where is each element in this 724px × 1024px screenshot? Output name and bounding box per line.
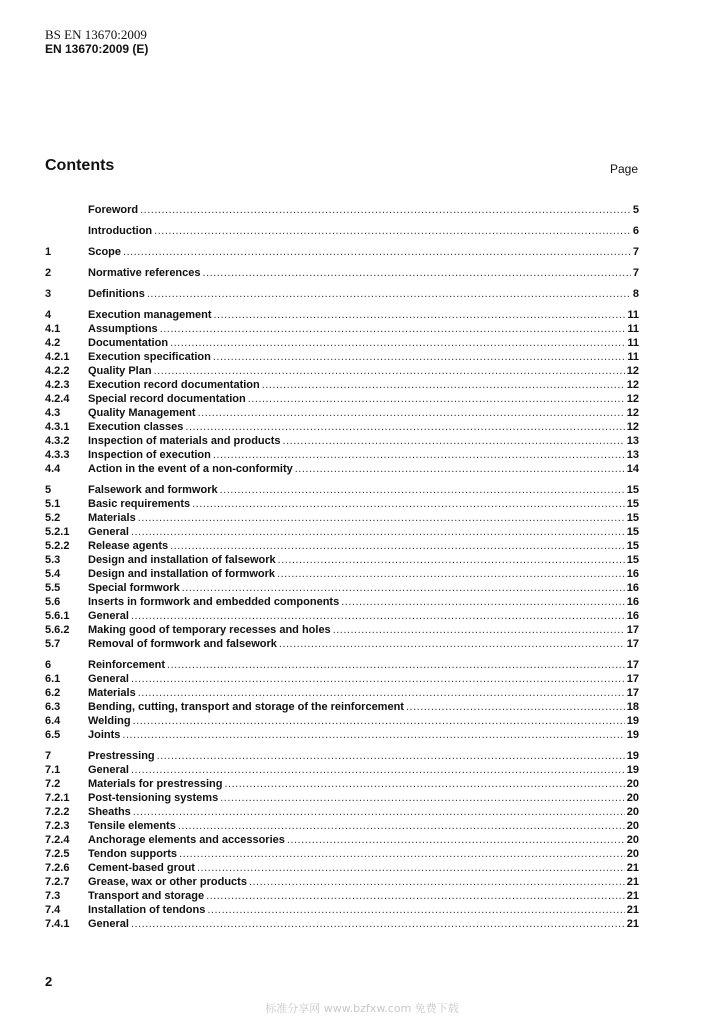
toc-entry[interactable] — [45, 700, 639, 714]
toc-dot-leader — [182, 581, 625, 595]
toc-entry-title: Execution specification — [88, 351, 211, 363]
toc-entry-page: 17 — [626, 638, 639, 650]
toc-entry[interactable] — [45, 406, 639, 420]
toc-entry-title: Inserts in formwork and embedded components — [88, 596, 340, 608]
toc-entry-title: Prestressing — [88, 750, 155, 762]
toc-dot-leader — [179, 847, 625, 861]
toc-entry-number: 3 — [45, 288, 52, 300]
toc-entry-title: Execution classes — [88, 421, 184, 433]
toc-entry-page: 18 — [626, 701, 639, 713]
toc-dot-leader — [123, 245, 631, 259]
toc-entry-number: 7 — [45, 750, 52, 762]
toc-entry-number: 5.2.1 — [45, 526, 70, 538]
toc-entry-number: 6.3 — [45, 701, 61, 713]
toc-entry-title: Removal of formwork and falsework — [88, 638, 277, 650]
toc-dot-leader — [167, 658, 625, 672]
toc-dot-leader — [262, 378, 625, 392]
toc-entry[interactable] — [45, 364, 639, 378]
toc-entry-number: 5.1 — [45, 498, 61, 510]
toc-entry-number: 4.1 — [45, 323, 61, 335]
toc-entry[interactable] — [45, 805, 639, 819]
toc-entry-page: 11 — [627, 323, 639, 335]
toc-entry-number: 7.2.2 — [45, 806, 70, 818]
toc-entry[interactable] — [45, 861, 639, 875]
toc-entry-number: 5.7 — [45, 638, 61, 650]
toc-entry-title: Tendon supports — [88, 848, 178, 860]
toc-dot-leader — [295, 462, 625, 476]
toc-entry[interactable] — [45, 686, 639, 700]
toc-dot-leader — [131, 672, 625, 686]
toc-dot-leader — [197, 861, 625, 875]
toc-entry-title: Reinforcement — [88, 659, 166, 671]
toc-entry[interactable] — [45, 763, 639, 777]
toc-entry[interactable] — [45, 637, 639, 651]
toc-entry[interactable] — [45, 875, 639, 889]
toc-entry-page: 21 — [626, 862, 639, 874]
toc-entry-number: 7.2.7 — [45, 876, 70, 888]
toc-entry-number: 7.1 — [45, 764, 61, 776]
toc-entry[interactable] — [45, 567, 639, 581]
toc-entry-page: 20 — [626, 778, 639, 790]
toc-entry[interactable] — [45, 581, 639, 595]
toc-entry-page: 16 — [626, 610, 639, 622]
toc-entry-title: Cement-based grout — [88, 862, 195, 874]
toc-entry-number: 6 — [45, 659, 52, 671]
toc-dot-leader — [131, 763, 625, 777]
toc-entry-page: 15 — [626, 498, 639, 510]
toc-entry-title: Materials — [88, 512, 136, 524]
toc-entry[interactable] — [45, 245, 639, 259]
contents-heading: Contents — [45, 157, 115, 174]
toc-entry-title: General — [88, 918, 129, 930]
toc-entry-title: Execution record documentation — [88, 379, 260, 391]
toc-dot-leader — [131, 917, 625, 931]
toc-entry[interactable] — [45, 287, 639, 301]
toc-entry-page: 20 — [626, 806, 639, 818]
toc-entry-title: Tensile elements — [88, 820, 176, 832]
toc-entry-number: 5.2.2 — [45, 540, 70, 552]
document-id-header: BS EN 13670:2009 — [45, 27, 147, 42]
toc-entry[interactable] — [45, 497, 639, 511]
toc-entry-page: 17 — [626, 673, 639, 685]
toc-entry-page: 11 — [627, 309, 639, 321]
toc-entry[interactable] — [45, 791, 639, 805]
toc-entry-page: 16 — [626, 596, 639, 608]
toc-entry-page: 12 — [626, 421, 639, 433]
toc-entry-page: 7 — [632, 246, 639, 258]
toc-entry-page: 20 — [626, 834, 639, 846]
toc-dot-leader — [278, 553, 625, 567]
toc-dot-leader — [198, 406, 625, 420]
toc-entry-number: 2 — [45, 267, 52, 279]
toc-entry[interactable] — [45, 308, 639, 322]
toc-entry-number: 4.4 — [45, 463, 61, 475]
toc-entry-number: 5.5 — [45, 582, 61, 594]
toc-entry[interactable] — [45, 903, 639, 917]
toc-dot-leader — [283, 434, 625, 448]
toc-entry-number: 7.3 — [45, 890, 61, 902]
toc-entry-number: 5.3 — [45, 554, 61, 566]
toc-entry-number: 7.2.1 — [45, 792, 70, 804]
toc-dot-leader — [333, 623, 625, 637]
toc-dot-leader — [157, 749, 625, 763]
toc-dot-leader — [213, 350, 625, 364]
toc-dot-leader — [147, 287, 631, 301]
toc-entry-title: Release agents — [88, 540, 169, 552]
toc-entry[interactable] — [45, 847, 639, 861]
toc-entry-title: General — [88, 610, 129, 622]
toc-entry-title: General — [88, 673, 129, 685]
toc-dot-leader — [225, 777, 625, 791]
toc-dot-leader — [154, 224, 631, 238]
toc-entry-title: Scope — [88, 246, 122, 258]
toc-dot-leader — [131, 525, 625, 539]
toc-entry-page: 5 — [632, 204, 639, 216]
toc-entry-page: 7 — [632, 267, 639, 279]
toc-entry-page: 21 — [626, 918, 639, 930]
toc-entry[interactable] — [45, 623, 639, 637]
toc-entry-title: Special formwork — [88, 582, 180, 594]
toc-entry[interactable] — [45, 833, 639, 847]
toc-entry-page: 20 — [626, 792, 639, 804]
toc-entry-number: 7.2.5 — [45, 848, 70, 860]
toc-entry-page: 12 — [626, 379, 639, 391]
toc-entry-number: 7.4.1 — [45, 918, 70, 930]
toc-entry-number: 6.2 — [45, 687, 61, 699]
toc-dot-leader — [341, 595, 625, 609]
toc-entry-title: Action in the event of a non-conformity — [88, 463, 293, 475]
toc-entry-title: Sheaths — [88, 806, 131, 818]
toc-entry-page: 15 — [626, 540, 639, 552]
toc-entry-page: 17 — [626, 624, 639, 636]
toc-entry[interactable] — [45, 378, 639, 392]
toc-entry-title: Quality Plan — [88, 365, 152, 377]
toc-entry-page: 15 — [626, 554, 639, 566]
toc-entry-title: Transport and storage — [88, 890, 205, 902]
toc-entry-title: Design and installation of formwork — [88, 568, 276, 580]
toc-entry[interactable] — [45, 203, 639, 217]
toc-entry-page: 12 — [626, 393, 639, 405]
toc-entry-page: 6 — [632, 225, 639, 237]
toc-entry-page: 15 — [626, 484, 639, 496]
toc-entry-number: 1 — [45, 246, 52, 258]
toc-dot-leader — [206, 889, 625, 903]
toc-entry-number: 5 — [45, 484, 52, 496]
toc-dot-leader — [122, 728, 624, 742]
toc-entry-number: 6.5 — [45, 729, 61, 741]
toc-entry[interactable] — [45, 714, 639, 728]
page-number: 2 — [45, 974, 53, 989]
toc-entry-title: Special record documentation — [88, 393, 246, 405]
toc-entry-number: 5.6 — [45, 596, 61, 608]
toc-entry[interactable] — [45, 350, 639, 364]
toc-dot-leader — [154, 364, 625, 378]
toc-entry-page: 20 — [626, 848, 639, 860]
toc-entry-page: 21 — [626, 890, 639, 902]
toc-entry[interactable] — [45, 511, 639, 525]
toc-entry[interactable] — [45, 392, 639, 406]
toc-dot-leader — [277, 567, 625, 581]
toc-entry-number: 7.2.4 — [45, 834, 70, 846]
toc-entry-number: 4.3 — [45, 407, 61, 419]
toc-dot-leader — [287, 833, 625, 847]
toc-dot-leader — [160, 322, 626, 336]
toc-entry-number: 7.4 — [45, 904, 61, 916]
toc-entry[interactable] — [45, 553, 639, 567]
toc-entry-title: Design and installation of falsework — [88, 554, 276, 566]
toc-entry[interactable] — [45, 224, 639, 238]
toc-entry-title: Installation of tendons — [88, 904, 206, 916]
toc-entry-page: 13 — [626, 449, 639, 461]
toc-entry-page: 19 — [626, 715, 639, 727]
watermark: 标准分享网 www.bzfxw.com 免费下载 — [265, 1002, 459, 1015]
document-id-subheader: EN 13670:2009 (E) — [45, 42, 149, 56]
toc-entry-title: Welding — [88, 715, 131, 727]
toc-dot-leader — [249, 875, 625, 889]
toc-entry-title: Making good of temporary recesses and holes — [88, 624, 331, 636]
toc-entry-title: Foreword — [88, 204, 139, 216]
toc-dot-leader — [213, 448, 625, 462]
toc-entry-number: 5.6.2 — [45, 624, 70, 636]
toc-dot-leader — [248, 392, 625, 406]
toc-dot-leader — [213, 308, 625, 322]
table-of-contents — [45, 203, 639, 931]
toc-entry-page: 8 — [632, 288, 639, 300]
toc-entry[interactable] — [45, 609, 639, 623]
toc-entry[interactable] — [45, 448, 639, 462]
toc-entry-page: 15 — [626, 526, 639, 538]
toc-entry-title: Joints — [88, 729, 121, 741]
toc-entry-number: 6.4 — [45, 715, 61, 727]
toc-entry-title: Grease, wax or other products — [88, 876, 247, 888]
toc-entry-number: 5.4 — [45, 568, 61, 580]
toc-entry-page: 19 — [626, 750, 639, 762]
toc-dot-leader — [170, 336, 625, 350]
toc-entry-number: 4.2.4 — [45, 393, 70, 405]
toc-entry-page: 21 — [626, 876, 639, 888]
toc-entry-number: 4.2.1 — [45, 351, 70, 363]
toc-entry[interactable] — [45, 336, 639, 350]
toc-dot-leader — [185, 420, 624, 434]
toc-entry-title: Materials for prestressing — [88, 778, 223, 790]
toc-dot-leader — [138, 686, 625, 700]
toc-entry-number: 7.2.6 — [45, 862, 70, 874]
toc-entry-page: 16 — [626, 582, 639, 594]
toc-entry-number: 5.2 — [45, 512, 61, 524]
toc-entry[interactable] — [45, 539, 639, 553]
toc-entry-number: 4.3.1 — [45, 421, 70, 433]
toc-entry-title: Anchorage elements and accessories — [88, 834, 285, 846]
toc-entry-title: Documentation — [88, 337, 169, 349]
toc-entry-title: Basic requirements — [88, 498, 191, 510]
toc-entry-page: 13 — [626, 435, 639, 447]
toc-entry-number: 4.2.2 — [45, 365, 70, 377]
toc-entry[interactable] — [45, 889, 639, 903]
toc-entry-page: 15 — [626, 512, 639, 524]
toc-entry[interactable] — [45, 322, 639, 336]
page-column-label: Page — [609, 162, 638, 176]
toc-entry-title: Inspection of execution — [88, 449, 211, 461]
toc-entry[interactable] — [45, 672, 639, 686]
toc-dot-leader — [131, 609, 625, 623]
toc-entry-page: 12 — [626, 407, 639, 419]
toc-entry-page: 19 — [626, 764, 639, 776]
toc-entry-title: Definitions — [88, 288, 145, 300]
toc-dot-leader — [279, 637, 625, 651]
toc-entry[interactable] — [45, 483, 639, 497]
toc-entry-page: 20 — [626, 820, 639, 832]
toc-dot-leader — [192, 497, 625, 511]
toc-entry-title: Quality Management — [88, 407, 196, 419]
toc-entry-number: 5.6.1 — [45, 610, 70, 622]
toc-entry[interactable] — [45, 420, 639, 434]
toc-entry-title: Bending, cutting, transport and storage of the reinforcement — [88, 701, 404, 713]
toc-entry[interactable] — [45, 462, 639, 476]
toc-entry-title: General — [88, 526, 129, 538]
toc-entry-title: Assumptions — [88, 323, 158, 335]
toc-entry-page: 11 — [627, 337, 639, 349]
toc-entry-number: 7.2 — [45, 778, 61, 790]
toc-entry-title: Materials — [88, 687, 136, 699]
toc-entry-page: 14 — [626, 463, 639, 475]
toc-entry-number: 4 — [45, 309, 52, 321]
toc-entry-title: General — [88, 764, 129, 776]
toc-dot-leader — [138, 511, 625, 525]
toc-dot-leader — [170, 539, 625, 553]
toc-entry-page: 21 — [626, 904, 639, 916]
toc-entry-number: 7.2.3 — [45, 820, 70, 832]
toc-entry-page: 12 — [626, 365, 639, 377]
toc-entry-title: Normative references — [88, 267, 201, 279]
toc-dot-leader — [220, 483, 625, 497]
toc-entry-number: 4.2.3 — [45, 379, 70, 391]
toc-entry-title: Falsework and formwork — [88, 484, 218, 496]
toc-entry[interactable] — [45, 434, 639, 448]
toc-entry-title: Inspection of materials and products — [88, 435, 281, 447]
toc-entry-title: Post-tensioning systems — [88, 792, 219, 804]
toc-entry-title: Execution management — [88, 309, 212, 321]
toc-entry-page: 19 — [626, 729, 639, 741]
toc-dot-leader — [220, 791, 625, 805]
toc-entry[interactable] — [45, 525, 639, 539]
toc-dot-leader — [133, 714, 625, 728]
toc-entry[interactable] — [45, 917, 639, 931]
toc-entry-page: 11 — [627, 351, 639, 363]
toc-entry-number: 6.1 — [45, 673, 61, 685]
toc-dot-leader — [140, 203, 631, 217]
toc-dot-leader — [203, 266, 631, 280]
toc-entry-page: 17 — [626, 659, 639, 671]
toc-entry[interactable] — [45, 777, 639, 791]
toc-entry[interactable] — [45, 819, 639, 833]
toc-entry-page: 17 — [626, 687, 639, 699]
toc-entry-number: 4.2 — [45, 337, 61, 349]
toc-entry[interactable] — [45, 728, 639, 742]
toc-entry[interactable] — [45, 658, 639, 672]
toc-dot-leader — [406, 700, 625, 714]
toc-dot-leader — [207, 903, 624, 917]
toc-dot-leader — [178, 819, 625, 833]
toc-entry-number: 4.3.2 — [45, 435, 70, 447]
toc-entry-number: 4.3.3 — [45, 449, 70, 461]
toc-dot-leader — [133, 805, 625, 819]
toc-entry-page: 16 — [626, 568, 639, 580]
toc-entry[interactable] — [45, 266, 639, 280]
toc-entry-title: Introduction — [88, 225, 153, 237]
toc-entry[interactable] — [45, 595, 639, 609]
toc-entry[interactable] — [45, 749, 639, 763]
